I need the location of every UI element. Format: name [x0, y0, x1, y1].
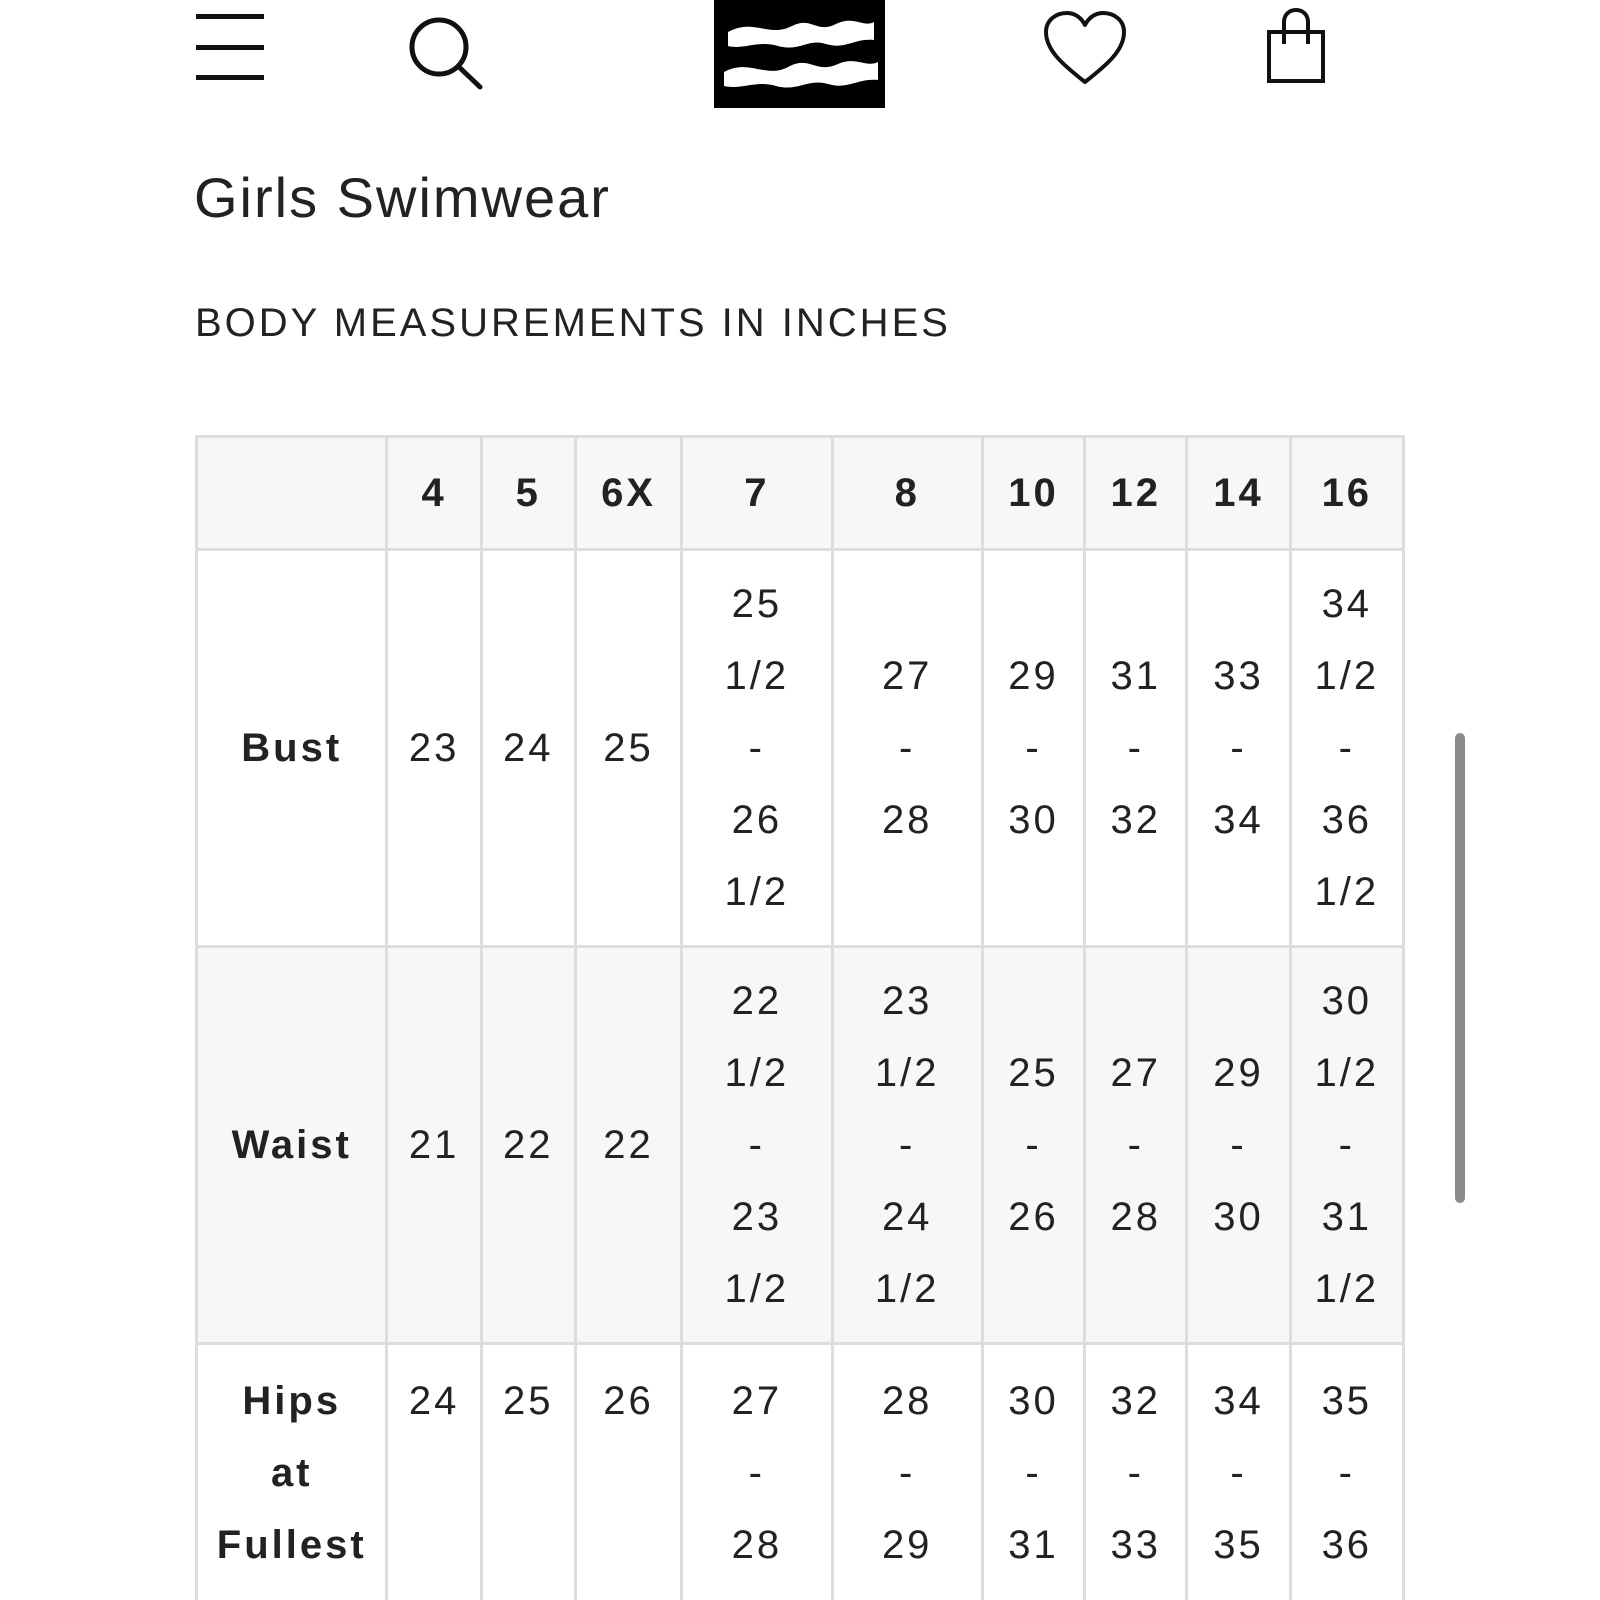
table-cell: 25 [575, 550, 681, 947]
header-cell: 14 [1187, 437, 1290, 550]
table-cell: 32 - 33 [1085, 1344, 1187, 1600]
page-title: Girls Swimwear [194, 166, 611, 229]
table-cell: 26 [575, 1344, 681, 1600]
table-cell: 22 [481, 947, 575, 1344]
row-label: Waist [197, 947, 387, 1344]
table-cell: 25 [481, 1344, 575, 1600]
table-header-row [197, 437, 1404, 550]
table-cell: 22 1/2 - 23 1/2 [682, 947, 832, 1344]
size-chart-table [195, 435, 1405, 1600]
table-cell: 30 - 31 [982, 1344, 1084, 1600]
table-cell: 25 1/2 - 26 1/2 [682, 550, 832, 947]
search-icon[interactable] [408, 16, 484, 90]
billabong-wave-logo[interactable] [714, 0, 885, 108]
table-cell: 35 - 36 [1290, 1344, 1403, 1600]
table-cell: 27 - 28 [832, 550, 982, 947]
section-title: BODY MEASUREMENTS IN INCHES [195, 301, 951, 345]
header-cell: 7 [682, 437, 832, 550]
header-cell: 12 [1085, 437, 1187, 550]
table-cell: 23 1/2 - 24 1/2 [832, 947, 982, 1344]
table-cell: 21 [387, 947, 481, 1344]
table-row [197, 1344, 1404, 1600]
header-cell: 8 [832, 437, 982, 550]
table-cell: 33 - 34 [1187, 550, 1290, 947]
site-header [0, 0, 1600, 115]
table-cell: 27 - 28 [682, 1344, 832, 1600]
table-cell: 30 1/2 - 31 1/2 [1290, 947, 1403, 1344]
table-cell: 23 [387, 550, 481, 947]
header-cell: 10 [982, 437, 1084, 550]
menu-icon[interactable] [196, 14, 264, 80]
table-cell: 31 - 32 [1085, 550, 1187, 947]
table-cell: 34 - 35 [1187, 1344, 1290, 1600]
header-cell: 6X [575, 437, 681, 550]
table-cell: 29 - 30 [1187, 947, 1290, 1344]
row-label: Bust [197, 550, 387, 947]
shopping-bag-icon[interactable] [1266, 8, 1326, 84]
header-cell: 5 [481, 437, 575, 550]
table-cell: 22 [575, 947, 681, 1344]
header-cell: 4 [387, 437, 481, 550]
heart-icon[interactable] [1042, 10, 1128, 86]
row-label: Hips at Fullest [197, 1344, 387, 1600]
header-cell [197, 437, 387, 550]
table-cell: 34 1/2 - 36 1/2 [1290, 550, 1403, 947]
table-row [197, 947, 1404, 1344]
table-row [197, 550, 1404, 947]
table-cell: 24 [387, 1344, 481, 1600]
table-cell: 27 - 28 [1085, 947, 1187, 1344]
table-cell: 28 - 29 [832, 1344, 982, 1600]
scrollbar-thumb[interactable] [1455, 733, 1465, 1203]
table-cell: 29 - 30 [982, 550, 1084, 947]
header-cell: 16 [1290, 437, 1403, 550]
table-cell: 25 - 26 [982, 947, 1084, 1344]
table-cell: 24 [481, 550, 575, 947]
